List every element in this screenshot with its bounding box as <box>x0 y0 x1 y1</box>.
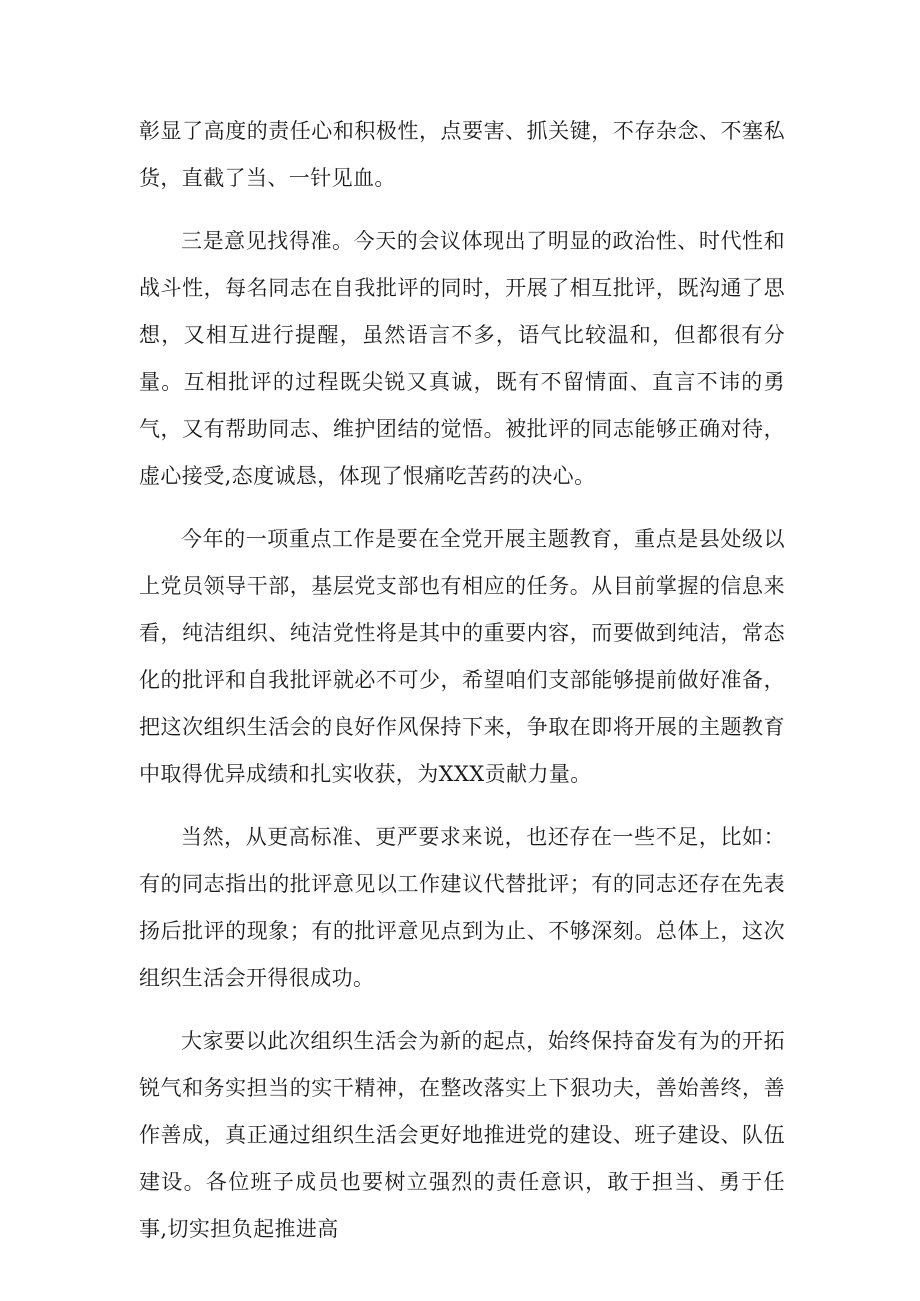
paragraph-key-work: 今年的一项重点工作是要在全党开展主题教育，重点是县处级以上党员领导干部，基层党支部也有相应的任务。从目前掌握的信息来看，纯洁组织、纯洁党性将是其中的重要内容，而要做到纯洁，常态化的批评和自我批评就必不可少，希望咱们支部能够提前做好准备，把这次组织生活会的良好作风保持下来，争取在即将开展的主题教育中取得优异成绩和扎实收获，为XXX贡献力量。 <box>139 527 785 786</box>
document-body <box>139 108 785 1269</box>
paragraph-opinions: 三是意见找得准。今天的会议体现出了明显的政治性、时代性和战斗性，每名同志在自我批评的同时，开展了相互批评，既沟通了思想，又相互进行提醒，虽然语言不多，语气比较温和，但都很有分量。互相批评的过程既尖锐又真诚，既有不留情面、直言不讳的勇气，又有帮助同志、维护团结的觉悟。被批评的同志能够正确对待，虚心接受,态度诚恳，体现了恨痛吃苦药的决心。 <box>139 229 785 488</box>
paragraph-shortcomings: 当然，从更高标准、更严要求来说，也还存在一些不足，比如：有的同志指出的批评意见以工作建议代替批评；有的同志还存在先表扬后批评的现象；有的批评意见点到为止、不够深刻。总体上，这次组织生活会开得很成功。 <box>139 825 785 990</box>
paragraph-continuation: 彰显了高度的责任心和积极性，点要害、抓关键，不存杂念、不塞私货，直截了当、一针见血。 <box>139 119 785 190</box>
paragraph-new-starting-point: 大家要以此次组织生活会为新的起点，始终保持奋发有为的开拓锐气和务实担当的实干精神，在整改落实上下狠功夫，善始善终，善作善成，真正通过组织生活会更好地推进党的建设、班子建设、队伍建设。各位班子成员也要树立强烈的责任意识，敢于担当、勇于任事,切实担负起推进高 <box>139 1029 785 1241</box>
